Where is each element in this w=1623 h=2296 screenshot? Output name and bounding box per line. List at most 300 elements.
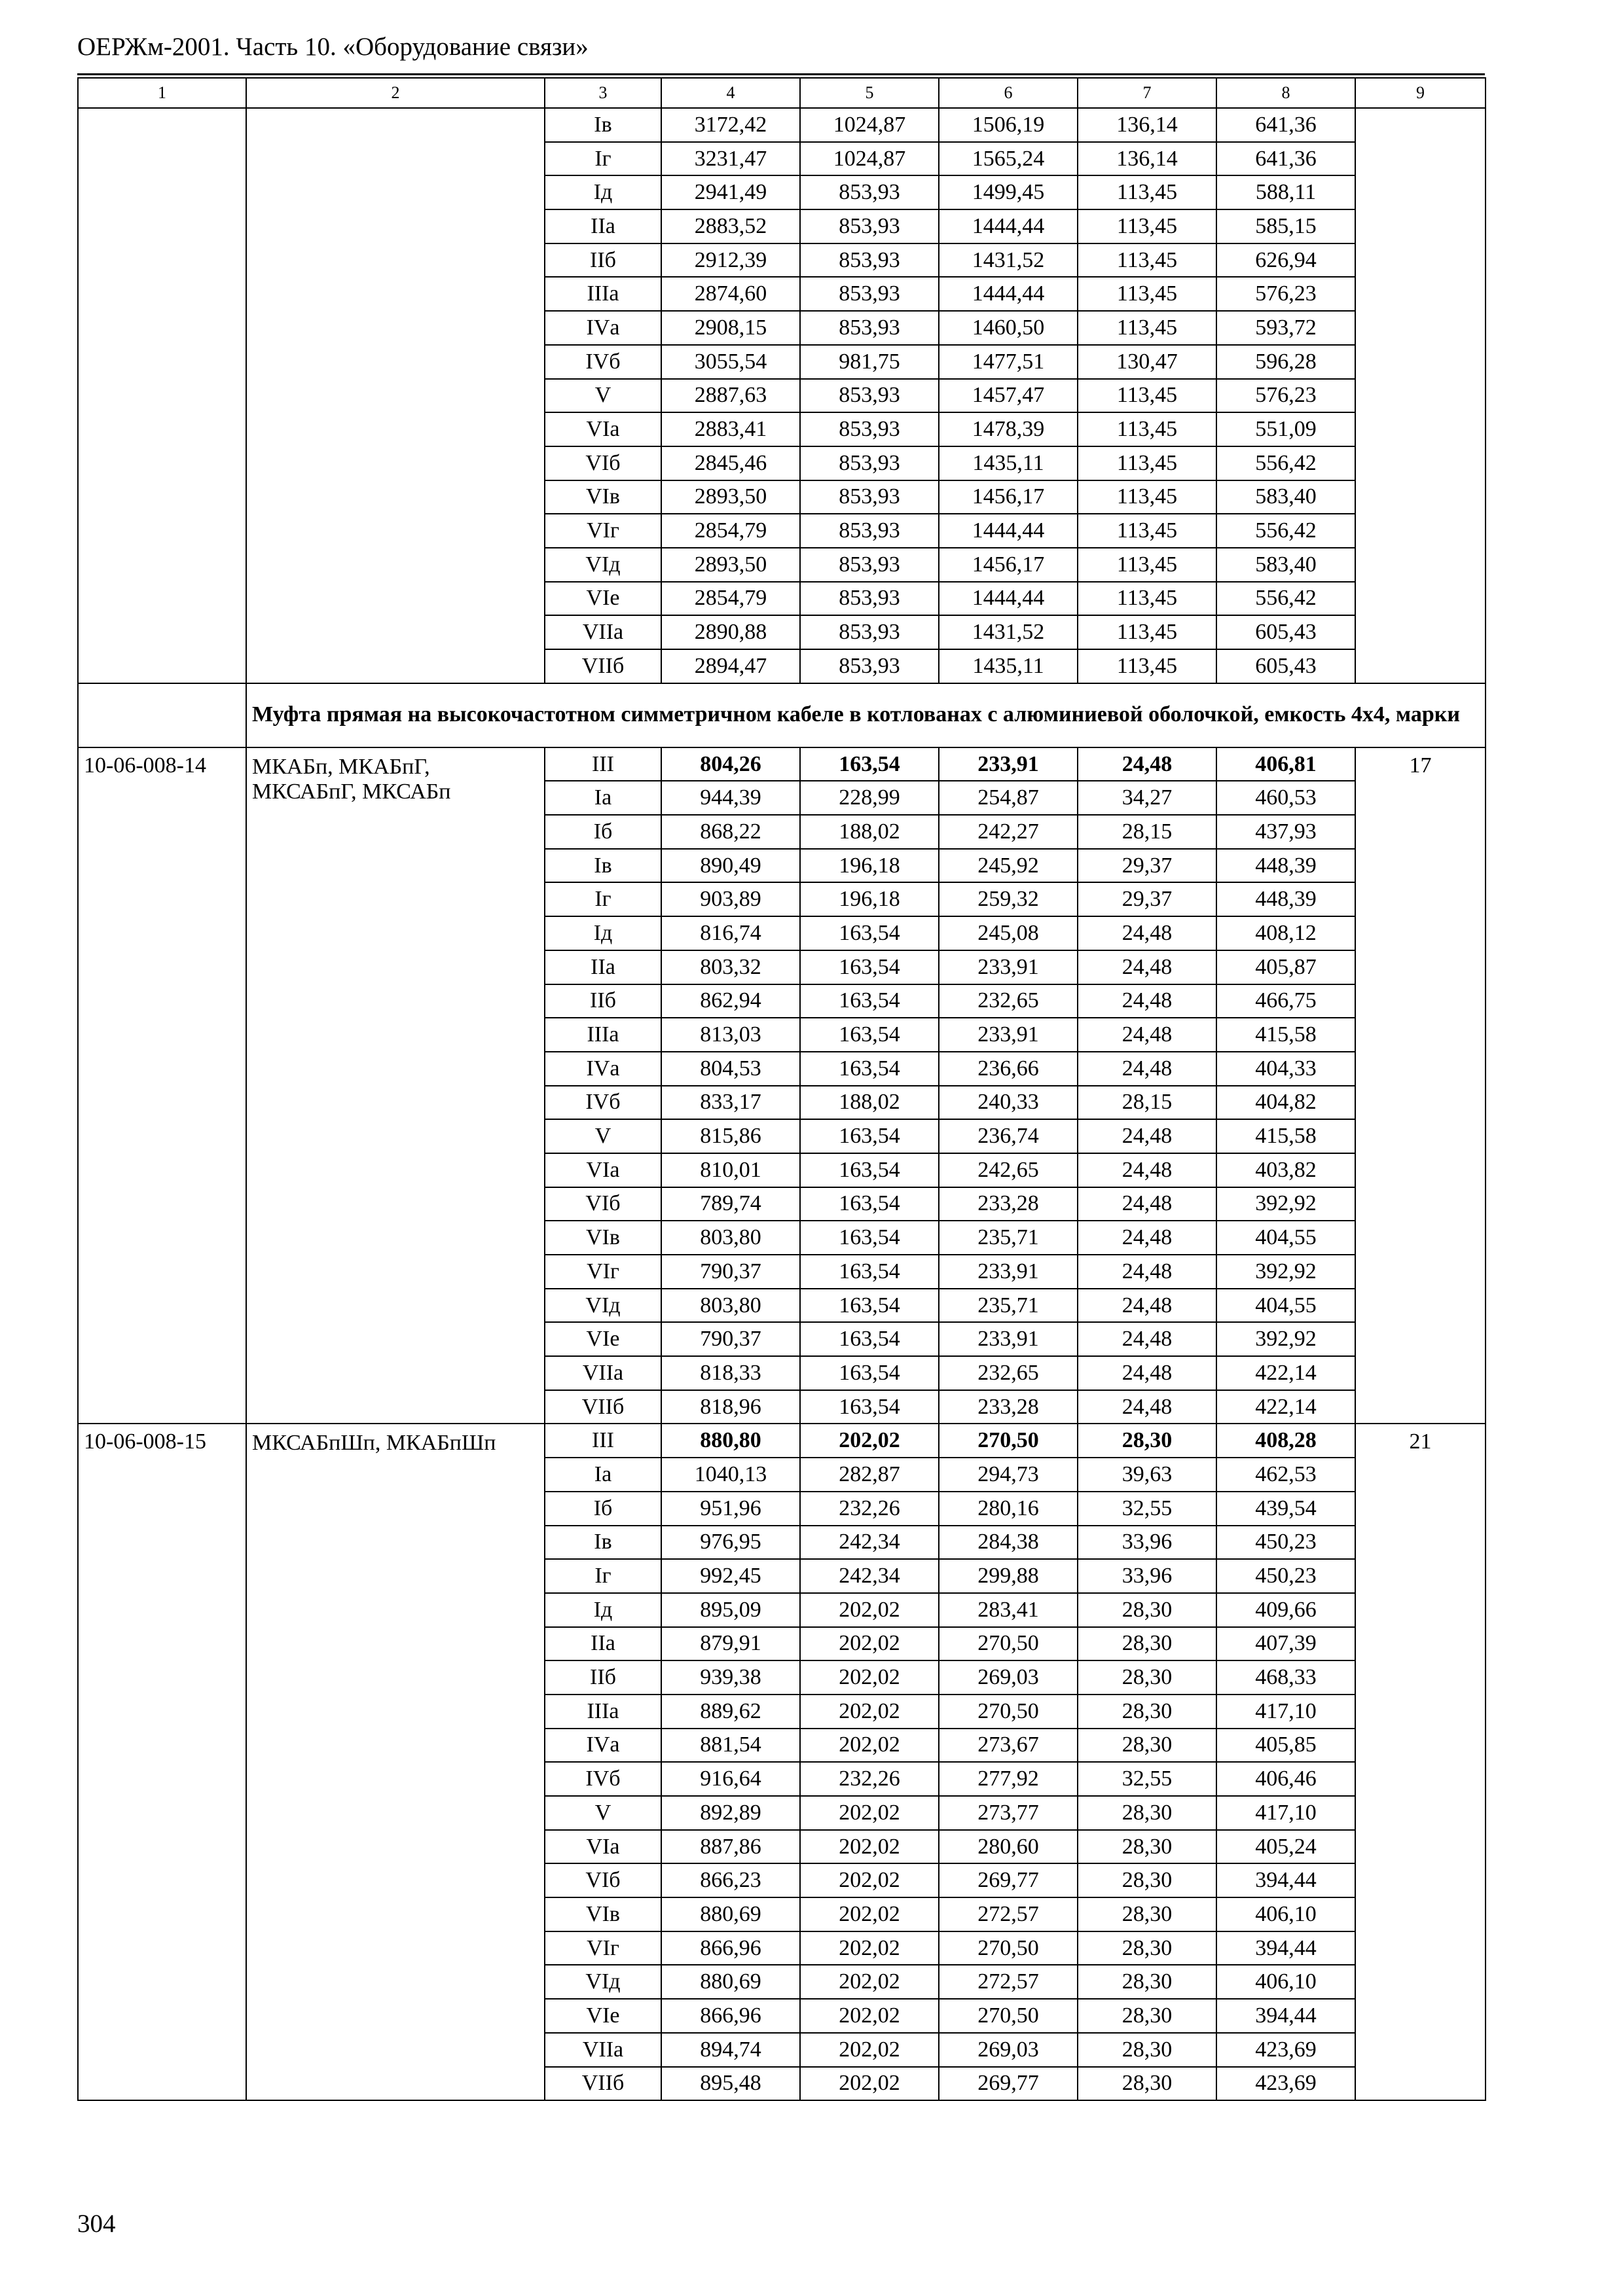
value-cell: 24,48 xyxy=(1078,1153,1216,1187)
value-cell: 113,45 xyxy=(1078,379,1216,413)
value-cell: 394,44 xyxy=(1216,1931,1355,1965)
column-number-cell: 7 xyxy=(1078,78,1216,108)
zone-cell: IIа xyxy=(545,209,661,243)
value-cell: 28,30 xyxy=(1078,1830,1216,1864)
value-cell: 28,30 xyxy=(1078,1965,1216,1999)
value-cell: 1444,44 xyxy=(939,277,1078,311)
zone-cell: IIIа xyxy=(545,1695,661,1729)
zone-cell: IVб xyxy=(545,345,661,379)
value-cell: 392,92 xyxy=(1216,1322,1355,1356)
value-cell: 235,71 xyxy=(939,1221,1078,1255)
zone-cell: VIб xyxy=(545,1863,661,1897)
value-cell: 868,22 xyxy=(661,815,800,849)
value-cell: 1456,17 xyxy=(939,480,1078,514)
value-cell: 163,54 xyxy=(800,1119,939,1153)
value-cell: 24,48 xyxy=(1078,1390,1216,1424)
zone-cell: VIе xyxy=(545,1322,661,1356)
value-cell: 406,81 xyxy=(1216,747,1355,781)
value-cell: 188,02 xyxy=(800,1086,939,1120)
value-cell: 163,54 xyxy=(800,1221,939,1255)
value-cell: 113,45 xyxy=(1078,175,1216,209)
value-cell: 24,48 xyxy=(1078,1221,1216,1255)
value-cell: 254,87 xyxy=(939,781,1078,815)
value-cell: 880,69 xyxy=(661,1897,800,1931)
value-cell: 2941,49 xyxy=(661,175,800,209)
value-cell: 895,48 xyxy=(661,2067,800,2101)
zone-cell: IIб xyxy=(545,1660,661,1695)
value-cell: 28,15 xyxy=(1078,815,1216,849)
value-cell: 24,48 xyxy=(1078,1187,1216,1221)
value-cell: 196,18 xyxy=(800,882,939,916)
value-cell: 277,92 xyxy=(939,1762,1078,1796)
value-cell: 462,53 xyxy=(1216,1458,1355,1492)
value-cell: 408,28 xyxy=(1216,1424,1355,1458)
zone-cell: VIIа xyxy=(545,1356,661,1390)
value-cell: 887,86 xyxy=(661,1830,800,1864)
value-cell: 269,03 xyxy=(939,1660,1078,1695)
value-cell: 593,72 xyxy=(1216,311,1355,345)
value-cell: 163,54 xyxy=(800,1153,939,1187)
column-number-cell: 1 xyxy=(78,78,246,108)
section-row xyxy=(78,683,1486,747)
value-cell: 163,54 xyxy=(800,1255,939,1289)
value-cell: 242,27 xyxy=(939,815,1078,849)
value-cell: 2883,52 xyxy=(661,209,800,243)
zone-cell: VIд xyxy=(545,548,661,582)
value-cell: 394,44 xyxy=(1216,1863,1355,1897)
value-cell: 816,74 xyxy=(661,916,800,950)
value-cell: 280,60 xyxy=(939,1830,1078,1864)
zone-cell: IIIа xyxy=(545,277,661,311)
zone-cell: Iд xyxy=(545,1593,661,1627)
column-number-cell: 4 xyxy=(661,78,800,108)
value-cell: 853,93 xyxy=(800,311,939,345)
value-cell: 866,96 xyxy=(661,1931,800,1965)
value-cell: 992,45 xyxy=(661,1559,800,1593)
zone-cell: VIа xyxy=(545,1153,661,1187)
value-cell: 24,48 xyxy=(1078,950,1216,984)
zone-cell: VIа xyxy=(545,1830,661,1864)
value-cell: 892,89 xyxy=(661,1796,800,1830)
table-row xyxy=(78,1424,1486,1458)
value-cell: 202,02 xyxy=(800,1830,939,1864)
value-cell: 939,38 xyxy=(661,1660,800,1695)
value-cell: 976,95 xyxy=(661,1526,800,1560)
value-cell: 585,15 xyxy=(1216,209,1355,243)
zone-cell: Iв xyxy=(545,849,661,883)
value-cell: 28,30 xyxy=(1078,1796,1216,1830)
value-cell: 880,69 xyxy=(661,1965,800,1999)
value-cell: 853,93 xyxy=(800,582,939,616)
value-cell: 1460,50 xyxy=(939,311,1078,345)
value-cell: 605,43 xyxy=(1216,649,1355,683)
value-cell: 944,39 xyxy=(661,781,800,815)
value-cell: 235,71 xyxy=(939,1289,1078,1323)
zone-cell: III xyxy=(545,1424,661,1458)
value-cell: 1431,52 xyxy=(939,615,1078,649)
value-cell: 270,50 xyxy=(939,1931,1078,1965)
value-cell: 29,37 xyxy=(1078,882,1216,916)
zone-cell: Iа xyxy=(545,1458,661,1492)
value-cell: 853,93 xyxy=(800,412,939,446)
value-cell: 1456,17 xyxy=(939,548,1078,582)
value-cell: 853,93 xyxy=(800,277,939,311)
name-cell-empty xyxy=(246,108,545,683)
value-cell: 853,93 xyxy=(800,480,939,514)
value-cell: 460,53 xyxy=(1216,781,1355,815)
value-cell: 853,93 xyxy=(800,649,939,683)
value-cell: 889,62 xyxy=(661,1695,800,1729)
zone-cell: VIе xyxy=(545,1999,661,2033)
value-cell: 28,30 xyxy=(1078,1627,1216,1661)
section-title: Муфта прямая на высокочастотном симметричном кабеле в котлованах с алюминиевой оболочкой, емкость 4х4, марки xyxy=(246,683,1486,747)
header-rule xyxy=(77,73,1485,75)
value-cell: 136,14 xyxy=(1078,108,1216,142)
zone-cell: IVа xyxy=(545,1052,661,1086)
value-cell: 272,57 xyxy=(939,1965,1078,1999)
value-cell: 1444,44 xyxy=(939,209,1078,243)
value-cell: 853,93 xyxy=(800,446,939,480)
value-cell: 406,10 xyxy=(1216,1897,1355,1931)
value-cell: 24,48 xyxy=(1078,1052,1216,1086)
value-cell: 245,92 xyxy=(939,849,1078,883)
value-cell: 803,32 xyxy=(661,950,800,984)
value-cell: 233,91 xyxy=(939,1255,1078,1289)
zone-cell: Iд xyxy=(545,175,661,209)
zone-cell: V xyxy=(545,1119,661,1153)
value-cell: 232,26 xyxy=(800,1762,939,1796)
value-cell: 803,80 xyxy=(661,1289,800,1323)
value-cell: 1435,11 xyxy=(939,446,1078,480)
value-cell: 34,27 xyxy=(1078,781,1216,815)
value-cell: 810,01 xyxy=(661,1153,800,1187)
value-cell: 202,02 xyxy=(800,2067,939,2101)
zone-cell: VIг xyxy=(545,1931,661,1965)
value-cell: 556,42 xyxy=(1216,514,1355,548)
value-cell: 406,46 xyxy=(1216,1762,1355,1796)
table-row xyxy=(78,747,1486,781)
value-cell: 404,55 xyxy=(1216,1289,1355,1323)
zone-cell: V xyxy=(545,379,661,413)
value-cell: 24,48 xyxy=(1078,747,1216,781)
value-cell: 2883,41 xyxy=(661,412,800,446)
zone-cell: VIг xyxy=(545,514,661,548)
value-cell: 113,45 xyxy=(1078,446,1216,480)
zone-cell: Iв xyxy=(545,108,661,142)
value-cell: 113,45 xyxy=(1078,582,1216,616)
value-cell: 439,54 xyxy=(1216,1492,1355,1526)
value-cell: 392,92 xyxy=(1216,1187,1355,1221)
zone-cell: IIIа xyxy=(545,1018,661,1052)
zone-cell: IVа xyxy=(545,1729,661,1763)
value-cell: 1477,51 xyxy=(939,345,1078,379)
value-cell: 466,75 xyxy=(1216,984,1355,1018)
zone-cell: VIб xyxy=(545,446,661,480)
zone-cell: Iб xyxy=(545,1492,661,1526)
zone-cell: VIIб xyxy=(545,1390,661,1424)
value-cell: 33,96 xyxy=(1078,1559,1216,1593)
value-cell: 450,23 xyxy=(1216,1526,1355,1560)
value-cell: 790,37 xyxy=(661,1255,800,1289)
value-cell: 641,36 xyxy=(1216,108,1355,142)
value-cell: 981,75 xyxy=(800,345,939,379)
value-cell: 202,02 xyxy=(800,1593,939,1627)
value-cell: 24,48 xyxy=(1078,916,1216,950)
value-cell: 815,86 xyxy=(661,1119,800,1153)
value-cell: 232,26 xyxy=(800,1492,939,1526)
zone-cell: IIа xyxy=(545,1627,661,1661)
zone-cell: VIв xyxy=(545,480,661,514)
zone-cell: IVа xyxy=(545,311,661,345)
zone-cell: VIв xyxy=(545,1897,661,1931)
zone-cell: Iа xyxy=(545,781,661,815)
value-cell: 804,26 xyxy=(661,747,800,781)
value-cell: 202,02 xyxy=(800,2033,939,2067)
value-cell: 3231,47 xyxy=(661,142,800,176)
zone-cell: VIд xyxy=(545,1965,661,1999)
value-cell: 163,54 xyxy=(800,1356,939,1390)
value-cell: 407,39 xyxy=(1216,1627,1355,1661)
value-cell: 881,54 xyxy=(661,1729,800,1763)
value-cell: 2912,39 xyxy=(661,243,800,278)
value-cell: 862,94 xyxy=(661,984,800,1018)
column-number-cell: 5 xyxy=(800,78,939,108)
value-cell: 880,80 xyxy=(661,1424,800,1458)
value-cell: 417,10 xyxy=(1216,1796,1355,1830)
value-cell: 1040,13 xyxy=(661,1458,800,1492)
section-code-empty xyxy=(78,683,246,747)
value-cell: 269,77 xyxy=(939,1863,1078,1897)
value-cell: 853,93 xyxy=(800,514,939,548)
value-cell: 28,30 xyxy=(1078,1695,1216,1729)
value-cell: 1444,44 xyxy=(939,582,1078,616)
value-cell: 24,48 xyxy=(1078,1289,1216,1323)
value-cell: 233,28 xyxy=(939,1187,1078,1221)
zone-cell: Iг xyxy=(545,142,661,176)
value-cell: 468,33 xyxy=(1216,1660,1355,1695)
value-cell: 813,03 xyxy=(661,1018,800,1052)
value-cell: 853,93 xyxy=(800,243,939,278)
value-cell: 2854,79 xyxy=(661,582,800,616)
entry-cable-names: МКСАБпШп, МКАБпШп xyxy=(246,1424,545,2100)
value-cell: 1457,47 xyxy=(939,379,1078,413)
zone-cell: VIв xyxy=(545,1221,661,1255)
value-cell: 890,49 xyxy=(661,849,800,883)
value-cell: 232,65 xyxy=(939,1356,1078,1390)
value-cell: 392,92 xyxy=(1216,1255,1355,1289)
zone-cell: Iг xyxy=(545,1559,661,1593)
column-number-cell: 2 xyxy=(246,78,545,108)
value-cell: 202,02 xyxy=(800,1863,939,1897)
value-cell: 588,11 xyxy=(1216,175,1355,209)
value-cell: 233,91 xyxy=(939,950,1078,984)
value-cell: 853,93 xyxy=(800,209,939,243)
value-cell: 242,34 xyxy=(800,1526,939,1560)
value-cell: 866,96 xyxy=(661,1999,800,2033)
value-cell: 3055,54 xyxy=(661,345,800,379)
value-cell: 113,45 xyxy=(1078,548,1216,582)
zone-cell: IIб xyxy=(545,243,661,278)
code-cell-empty xyxy=(78,108,246,683)
value-cell: 163,54 xyxy=(800,1187,939,1221)
value-cell: 879,91 xyxy=(661,1627,800,1661)
zone-cell: VIг xyxy=(545,1255,661,1289)
value-cell: 202,02 xyxy=(800,1627,939,1661)
value-cell: 28,30 xyxy=(1078,1863,1216,1897)
value-cell: 1506,19 xyxy=(939,108,1078,142)
value-cell: 626,94 xyxy=(1216,243,1355,278)
value-cell: 437,93 xyxy=(1216,815,1355,849)
value-cell: 202,02 xyxy=(800,1796,939,1830)
value-cell: 583,40 xyxy=(1216,480,1355,514)
value-cell: 28,30 xyxy=(1078,1999,1216,2033)
value-cell: 113,45 xyxy=(1078,649,1216,683)
zone-cell: Iд xyxy=(545,916,661,950)
value-cell: 2890,88 xyxy=(661,615,800,649)
zone-cell: IIа xyxy=(545,950,661,984)
value-cell: 113,45 xyxy=(1078,311,1216,345)
value-cell: 28,30 xyxy=(1078,2033,1216,2067)
value-cell: 284,38 xyxy=(939,1526,1078,1560)
value-cell: 853,93 xyxy=(800,175,939,209)
value-cell: 240,33 xyxy=(939,1086,1078,1120)
value-cell: 423,69 xyxy=(1216,2067,1355,2101)
value-cell: 450,23 xyxy=(1216,1559,1355,1593)
value-cell: 405,24 xyxy=(1216,1830,1355,1864)
value-cell: 28,30 xyxy=(1078,2067,1216,2101)
value-cell: 833,17 xyxy=(661,1086,800,1120)
value-cell: 1444,44 xyxy=(939,514,1078,548)
zone-cell: Iв xyxy=(545,1526,661,1560)
value-cell: 576,23 xyxy=(1216,379,1355,413)
value-cell: 28,30 xyxy=(1078,1660,1216,1695)
value-cell: 113,45 xyxy=(1078,277,1216,311)
value-cell: 202,02 xyxy=(800,1897,939,1931)
value-cell: 405,85 xyxy=(1216,1729,1355,1763)
value-cell: 804,53 xyxy=(661,1052,800,1086)
value-cell: 556,42 xyxy=(1216,446,1355,480)
value-cell: 163,54 xyxy=(800,1052,939,1086)
value-cell: 136,14 xyxy=(1078,142,1216,176)
entry-code: 10-06-008-14 xyxy=(78,747,246,1424)
value-cell: 596,28 xyxy=(1216,345,1355,379)
column-number-cell: 6 xyxy=(939,78,1078,108)
value-cell: 1024,87 xyxy=(800,108,939,142)
value-cell: 818,33 xyxy=(661,1356,800,1390)
value-cell: 269,77 xyxy=(939,2067,1078,2101)
value-cell: 403,82 xyxy=(1216,1153,1355,1187)
value-cell: 576,23 xyxy=(1216,277,1355,311)
column-number-cell: 3 xyxy=(545,78,661,108)
value-cell: 188,02 xyxy=(800,815,939,849)
value-cell: 448,39 xyxy=(1216,882,1355,916)
value-cell: 24,48 xyxy=(1078,1255,1216,1289)
col9-cell-empty xyxy=(1355,108,1486,683)
zone-cell: Iг xyxy=(545,882,661,916)
value-cell: 272,57 xyxy=(939,1897,1078,1931)
value-cell: 270,50 xyxy=(939,1627,1078,1661)
value-cell: 2874,60 xyxy=(661,277,800,311)
entry-cable-names: МКАБп, МКАБпГ, МКСАБпГ, МКСАБп xyxy=(246,747,545,1424)
value-cell: 202,02 xyxy=(800,1931,939,1965)
entry-code: 10-06-008-15 xyxy=(78,1424,246,2100)
value-cell: 32,55 xyxy=(1078,1762,1216,1796)
zone-cell: VIIб xyxy=(545,649,661,683)
value-cell: 1024,87 xyxy=(800,142,939,176)
zone-cell: VIе xyxy=(545,582,661,616)
column-number-cell: 8 xyxy=(1216,78,1355,108)
value-cell: 406,10 xyxy=(1216,1965,1355,1999)
value-cell: 202,02 xyxy=(800,1695,939,1729)
value-cell: 903,89 xyxy=(661,882,800,916)
value-cell: 1565,24 xyxy=(939,142,1078,176)
value-cell: 28,15 xyxy=(1078,1086,1216,1120)
value-cell: 895,09 xyxy=(661,1593,800,1627)
value-cell: 790,37 xyxy=(661,1322,800,1356)
value-cell: 28,30 xyxy=(1078,1931,1216,1965)
value-cell: 415,58 xyxy=(1216,1119,1355,1153)
value-cell: 32,55 xyxy=(1078,1492,1216,1526)
value-cell: 394,44 xyxy=(1216,1999,1355,2033)
value-cell: 270,50 xyxy=(939,1424,1078,1458)
value-cell: 803,80 xyxy=(661,1221,800,1255)
value-cell: 202,02 xyxy=(800,1999,939,2033)
value-cell: 641,36 xyxy=(1216,142,1355,176)
value-cell: 280,16 xyxy=(939,1492,1078,1526)
value-cell: 233,91 xyxy=(939,1322,1078,1356)
value-cell: 605,43 xyxy=(1216,615,1355,649)
value-cell: 270,50 xyxy=(939,1999,1078,2033)
value-cell: 269,03 xyxy=(939,2033,1078,2067)
table-row xyxy=(78,108,1486,142)
zone-cell: VIа xyxy=(545,412,661,446)
value-cell: 270,50 xyxy=(939,1695,1078,1729)
value-cell: 894,74 xyxy=(661,2033,800,2067)
value-cell: 28,30 xyxy=(1078,1729,1216,1763)
zone-cell: IVб xyxy=(545,1762,661,1796)
value-cell: 417,10 xyxy=(1216,1695,1355,1729)
value-cell: 163,54 xyxy=(800,1322,939,1356)
value-cell: 2887,63 xyxy=(661,379,800,413)
zone-cell: IIб xyxy=(545,984,661,1018)
value-cell: 551,09 xyxy=(1216,412,1355,446)
value-cell: 236,66 xyxy=(939,1052,1078,1086)
value-cell: 283,41 xyxy=(939,1593,1078,1627)
value-cell: 2893,50 xyxy=(661,480,800,514)
value-cell: 2854,79 xyxy=(661,514,800,548)
value-cell: 415,58 xyxy=(1216,1018,1355,1052)
value-cell: 28,30 xyxy=(1078,1593,1216,1627)
value-cell: 853,93 xyxy=(800,615,939,649)
value-cell: 232,65 xyxy=(939,984,1078,1018)
zone-cell: IVб xyxy=(545,1086,661,1120)
value-cell: 233,28 xyxy=(939,1390,1078,1424)
value-cell: 202,02 xyxy=(800,1660,939,1695)
value-cell: 113,45 xyxy=(1078,412,1216,446)
zone-cell: Iб xyxy=(545,815,661,849)
zone-cell: VIIа xyxy=(545,615,661,649)
value-cell: 28,30 xyxy=(1078,1897,1216,1931)
value-cell: 233,91 xyxy=(939,1018,1078,1052)
value-cell: 163,54 xyxy=(800,916,939,950)
value-cell: 1499,45 xyxy=(939,175,1078,209)
value-cell: 583,40 xyxy=(1216,548,1355,582)
value-cell: 163,54 xyxy=(800,1289,939,1323)
value-cell: 113,45 xyxy=(1078,480,1216,514)
value-cell: 409,66 xyxy=(1216,1593,1355,1627)
value-cell: 28,30 xyxy=(1078,1424,1216,1458)
zone-cell: VIд xyxy=(545,1289,661,1323)
